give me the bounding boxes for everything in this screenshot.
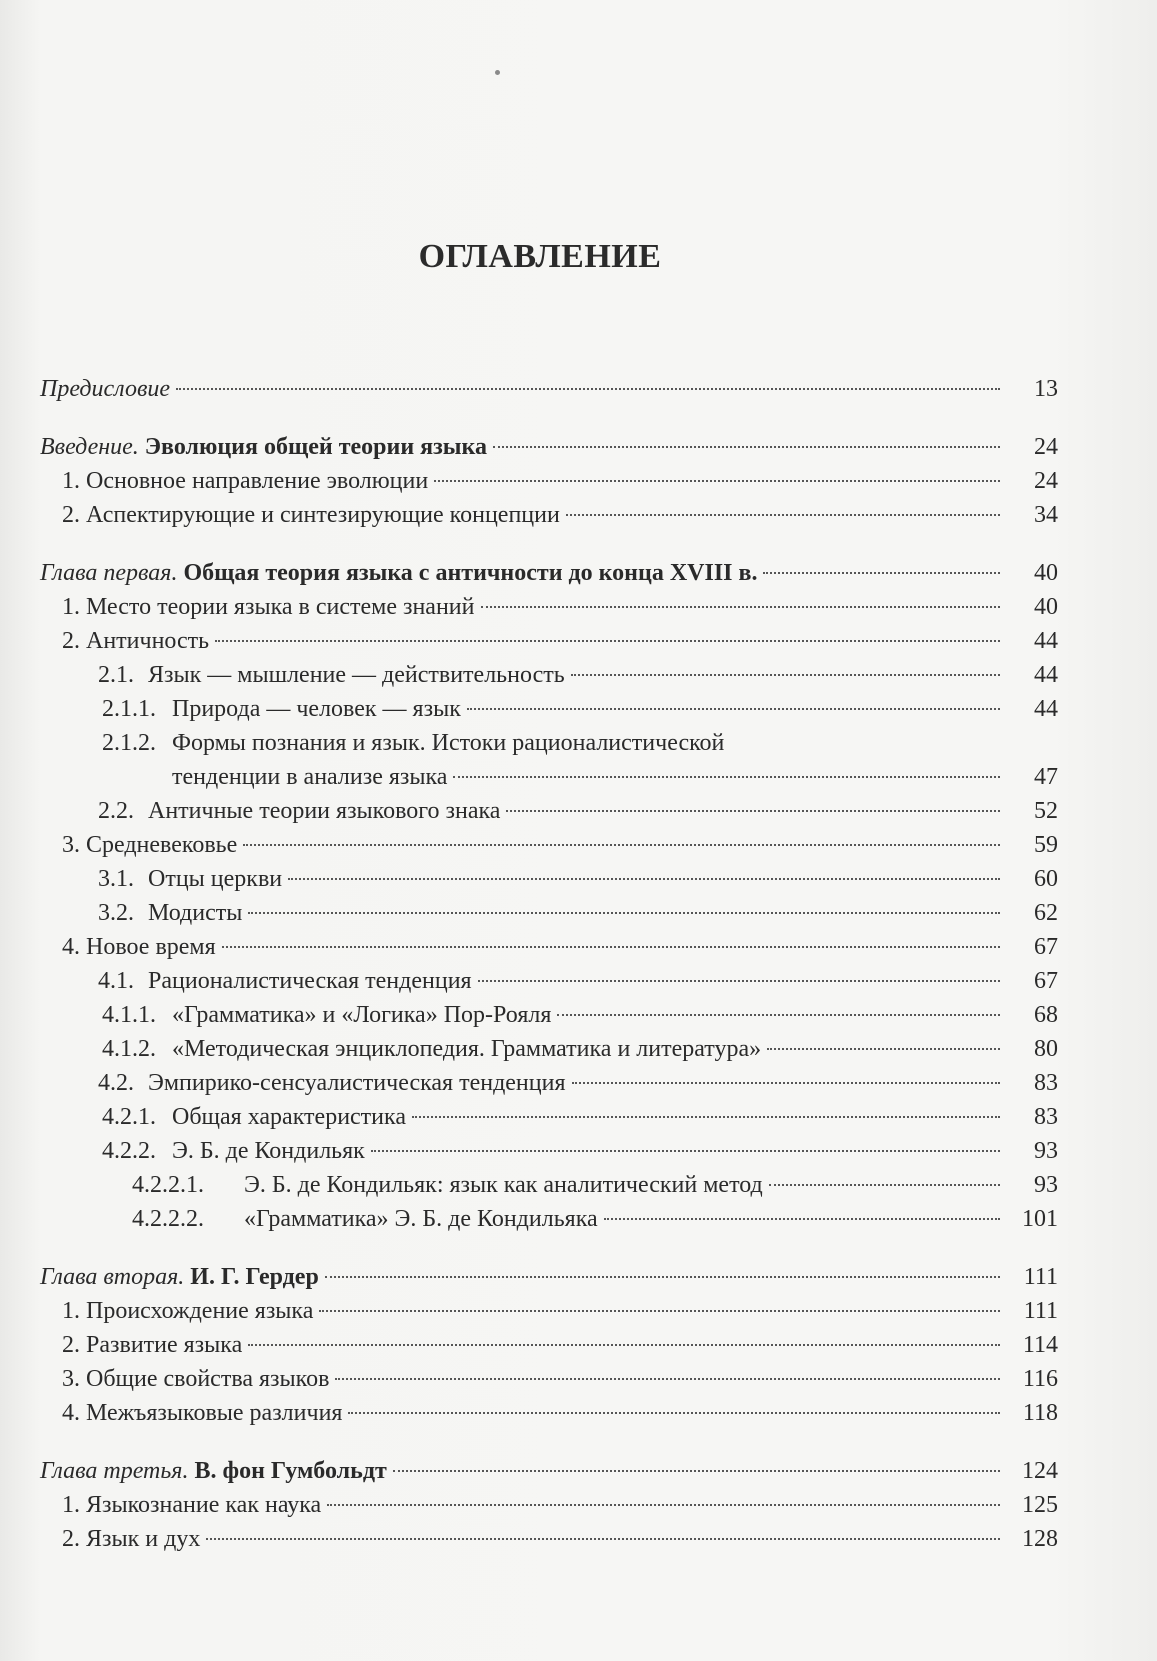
dot-leader xyxy=(769,1184,1000,1186)
section-number: 4.2. xyxy=(98,1070,134,1096)
dot-leader xyxy=(557,1014,1000,1016)
dot-leader xyxy=(319,1310,1000,1312)
section-number: 4.2.1. xyxy=(102,1104,156,1130)
section-title: Общие свойства языков xyxy=(86,1366,330,1392)
toc-entry[interactable] xyxy=(40,964,1058,998)
section-number: 2.1. xyxy=(98,662,134,688)
toc-entry-label xyxy=(40,1260,319,1294)
section-title: Новое время xyxy=(86,934,216,960)
section-number: 1. xyxy=(62,468,80,494)
section-number: 3.2. xyxy=(98,900,134,926)
toc-entry-label xyxy=(98,794,500,828)
page-title: ОГЛАВЛЕНИЕ xyxy=(418,238,662,275)
section-title: Э. Б. де Кондильяк xyxy=(172,1138,365,1164)
section-title: «Методическая энциклопедия. Грамматика и литература» xyxy=(172,1036,762,1062)
toc-entry-label: Предисловие xyxy=(40,376,171,402)
toc-entry-label xyxy=(98,964,472,998)
page-number: 40 xyxy=(1034,594,1058,620)
page-number: 124 xyxy=(1022,1458,1058,1484)
toc-entry[interactable] xyxy=(40,1202,1058,1236)
toc-entry[interactable] xyxy=(40,896,1058,930)
toc-entry-label xyxy=(132,1168,763,1202)
toc-entry[interactable] xyxy=(40,1100,1058,1134)
page-number: 125 xyxy=(1022,1492,1058,1518)
dot-leader xyxy=(176,388,1000,390)
toc-entry-label xyxy=(62,930,216,964)
dot-leader xyxy=(288,878,1000,880)
toc-entry[interactable] xyxy=(40,1488,1058,1522)
page-number: 44 xyxy=(1034,628,1058,654)
page-number: 40 xyxy=(1034,560,1058,586)
toc-entry-label xyxy=(62,590,475,624)
chapter-title: Эволюция общей теории языка xyxy=(144,434,488,460)
page-number: 34 xyxy=(1034,502,1058,528)
section-number: 4. xyxy=(62,934,80,960)
toc-entry[interactable] xyxy=(40,1396,1058,1430)
toc-entry-label xyxy=(40,430,487,464)
chapter-prefix: Глава вторая. xyxy=(40,1264,185,1290)
dot-leader xyxy=(348,1412,1000,1414)
dot-leader xyxy=(604,1218,1000,1220)
toc-entry[interactable] xyxy=(40,1134,1058,1168)
page-number: 24 xyxy=(1034,434,1058,460)
toc-entry[interactable] xyxy=(40,590,1058,624)
chapter-title: Общая теория языка с античности до конца XVIII в. xyxy=(183,560,758,586)
section-title: Модисты xyxy=(148,900,243,926)
page-number: 114 xyxy=(1022,1332,1058,1358)
section-title: «Грамматика» Э. Б. де Кондильяка xyxy=(244,1206,598,1232)
toc-entry-label xyxy=(62,828,237,862)
section-title: Язык и дух xyxy=(86,1526,201,1552)
section-number: 2.2. xyxy=(98,798,134,824)
toc-entry-label xyxy=(98,862,282,896)
toc-entry-chapter-3[interactable] xyxy=(40,1454,1058,1488)
toc-entry-label xyxy=(62,464,428,498)
section-title: Развитие языка xyxy=(86,1332,243,1358)
section-title-line-1: Формы познания и язык. Истоки рационалистической xyxy=(172,730,725,756)
section-number: 1. xyxy=(62,1492,80,1518)
printing-speck xyxy=(495,70,500,75)
dot-leader xyxy=(767,1048,1000,1050)
page-number: 83 xyxy=(1034,1070,1058,1096)
toc-entry-label xyxy=(40,1454,387,1488)
section-number: 4.1.1. xyxy=(102,1002,156,1028)
section-number: 4.1. xyxy=(98,968,134,994)
page-number: 44 xyxy=(1034,662,1058,688)
section-number: 2. xyxy=(62,628,80,654)
section-title: «Грамматика» и «Логика» Пор-Рояля xyxy=(172,1002,552,1028)
toc-entry-continuation[interactable] xyxy=(40,760,1058,794)
page-number: 62 xyxy=(1034,900,1058,926)
dot-leader xyxy=(371,1150,1000,1152)
toc-entry[interactable] xyxy=(40,658,1058,692)
section-title: Природа — человек — язык xyxy=(172,696,461,722)
section-title: Отцы церкви xyxy=(148,866,283,892)
section-number: 1. xyxy=(62,1298,80,1324)
section-title-line-2: тенденции в анализе языка xyxy=(172,764,448,790)
toc-entry-label xyxy=(102,1134,365,1168)
toc-entry[interactable] xyxy=(40,794,1058,828)
toc-entry-label xyxy=(102,692,461,726)
toc-entry-label xyxy=(102,726,724,760)
page-number: 59 xyxy=(1034,832,1058,858)
page-number: 80 xyxy=(1034,1036,1058,1062)
toc-entry-label xyxy=(132,1202,598,1236)
table-of-contents xyxy=(40,372,1058,1556)
toc-entry[interactable] xyxy=(40,498,1058,532)
chapter-prefix: Глава третья. xyxy=(40,1458,189,1484)
page-number: 118 xyxy=(1022,1400,1058,1426)
toc-entry[interactable] xyxy=(40,998,1058,1032)
section-number: 3. xyxy=(62,1366,80,1392)
page-number: 13 xyxy=(1034,376,1058,402)
page-number: 44 xyxy=(1034,696,1058,722)
dot-leader xyxy=(393,1470,1000,1472)
toc-entry-label xyxy=(40,556,757,590)
toc-entry[interactable] xyxy=(40,624,1058,658)
toc-entry[interactable] xyxy=(40,464,1058,498)
page-number: 93 xyxy=(1034,1138,1058,1164)
section-number: 2. xyxy=(62,1526,80,1552)
section-title: Основное направление эволюции xyxy=(86,468,429,494)
toc-entry-label xyxy=(98,896,242,930)
section-number: 4.2.2.2. xyxy=(132,1206,204,1232)
section-title: Происхождение языка xyxy=(86,1298,314,1324)
toc-entry-chapter-2[interactable] xyxy=(40,1260,1058,1294)
section-title: Эмпирико-сенсуалистическая тенденция xyxy=(148,1070,566,1096)
toc-entry-multiline[interactable] xyxy=(40,726,1058,760)
chapter-title: В. фон Гумбольдт xyxy=(194,1458,387,1484)
toc-entry-label xyxy=(98,658,565,692)
toc-entry[interactable] xyxy=(40,1522,1058,1556)
section-title: Общая характеристика xyxy=(172,1104,406,1130)
dot-leader xyxy=(434,480,1000,482)
toc-entry[interactable] xyxy=(40,692,1058,726)
dot-leader xyxy=(222,946,1000,948)
section-title: Античные теории языкового знака xyxy=(148,798,501,824)
toc-entry-label xyxy=(62,624,209,658)
toc-entry[interactable] xyxy=(40,930,1058,964)
toc-entry[interactable] xyxy=(40,1066,1058,1100)
dot-leader xyxy=(481,606,1001,608)
toc-entry[interactable] xyxy=(40,1362,1058,1396)
section-number: 4. xyxy=(62,1400,80,1426)
dot-leader xyxy=(572,1082,1000,1084)
section-number: 2. xyxy=(62,1332,80,1358)
toc-entry[interactable] xyxy=(40,1032,1058,1066)
section-number: 2. xyxy=(62,502,80,528)
dot-leader xyxy=(327,1504,1000,1506)
toc-entry-introduction[interactable] xyxy=(40,430,1058,464)
section-title: Язык — мышление — действительность xyxy=(148,662,565,688)
section-number: 2.1.1. xyxy=(102,696,156,722)
toc-entry-label xyxy=(98,1066,566,1100)
dot-leader xyxy=(453,776,1000,778)
dot-leader xyxy=(206,1538,1000,1540)
toc-entry[interactable] xyxy=(40,862,1058,896)
toc-entry-label xyxy=(102,998,551,1032)
dot-leader xyxy=(478,980,1000,982)
toc-entry-label xyxy=(62,498,560,532)
section-number: 3. xyxy=(62,832,80,858)
page-number: 47 xyxy=(1034,764,1058,790)
section-title: Языкознание как наука xyxy=(86,1492,322,1518)
page-number: 60 xyxy=(1034,866,1058,892)
page-number: 116 xyxy=(1022,1366,1058,1392)
toc-entry-label xyxy=(62,1488,321,1522)
section-title: Средневековье xyxy=(86,832,238,858)
toc-entry[interactable] xyxy=(40,1294,1058,1328)
toc-entry-label xyxy=(62,1328,242,1362)
chapter-prefix: Введение. xyxy=(40,434,139,460)
toc-entry-chapter-1[interactable] xyxy=(40,556,1058,590)
page-number: 24 xyxy=(1034,468,1058,494)
section-number: 1. xyxy=(62,594,80,620)
section-title: Место теории языка в системе знаний xyxy=(86,594,475,620)
page-number: 83 xyxy=(1034,1104,1058,1130)
page-number: 67 xyxy=(1034,968,1058,994)
dot-leader xyxy=(248,912,1000,914)
section-number: 2.1.2. xyxy=(102,730,156,756)
toc-entry-label xyxy=(62,1362,329,1396)
page-number: 128 xyxy=(1022,1526,1058,1552)
toc-entry[interactable] xyxy=(40,828,1058,862)
dot-leader xyxy=(566,514,1000,516)
dot-leader xyxy=(325,1276,1000,1278)
toc-entry-label xyxy=(62,1294,313,1328)
section-title: Античность xyxy=(86,628,210,654)
toc-entry-preface[interactable] xyxy=(40,372,1058,406)
chapter-title: И. Г. Гердер xyxy=(190,1264,319,1290)
page-number: 93 xyxy=(1034,1172,1058,1198)
dot-leader xyxy=(248,1344,1000,1346)
section-title: Рационалистическая тенденция xyxy=(148,968,472,994)
page-number: 52 xyxy=(1034,798,1058,824)
page-number: 67 xyxy=(1034,934,1058,960)
dot-leader xyxy=(215,640,1000,642)
dot-leader xyxy=(335,1378,1000,1380)
dot-leader xyxy=(243,844,1000,846)
section-title: Э. Б. де Кондильяк: язык как аналитический метод xyxy=(244,1172,763,1198)
section-number: 4.2.2.1. xyxy=(132,1172,204,1198)
section-title: Межъязыковые различия xyxy=(86,1400,343,1426)
toc-entry-label xyxy=(62,1522,200,1556)
dot-leader xyxy=(467,708,1000,710)
section-number: 4.1.2. xyxy=(102,1036,156,1062)
dot-leader xyxy=(571,674,1000,676)
dot-leader xyxy=(763,572,1000,574)
toc-entry-label xyxy=(102,1100,406,1134)
page-number: 111 xyxy=(1023,1298,1058,1324)
page-number: 111 xyxy=(1023,1264,1058,1290)
section-title: Аспектирующие и синтезирующие концепции xyxy=(86,502,560,528)
dot-leader xyxy=(412,1116,1000,1118)
dot-leader xyxy=(506,810,1000,812)
toc-entry[interactable] xyxy=(40,1328,1058,1362)
section-number: 4.2.2. xyxy=(102,1138,156,1164)
page-number: 101 xyxy=(1022,1206,1058,1232)
page-number: 68 xyxy=(1034,1002,1058,1028)
toc-entry-label xyxy=(62,1396,342,1430)
section-number: 3.1. xyxy=(98,866,134,892)
toc-entry-label xyxy=(102,1032,761,1066)
toc-entry[interactable] xyxy=(40,1168,1058,1202)
chapter-prefix: Глава первая. xyxy=(40,560,178,586)
dot-leader xyxy=(493,446,1000,448)
